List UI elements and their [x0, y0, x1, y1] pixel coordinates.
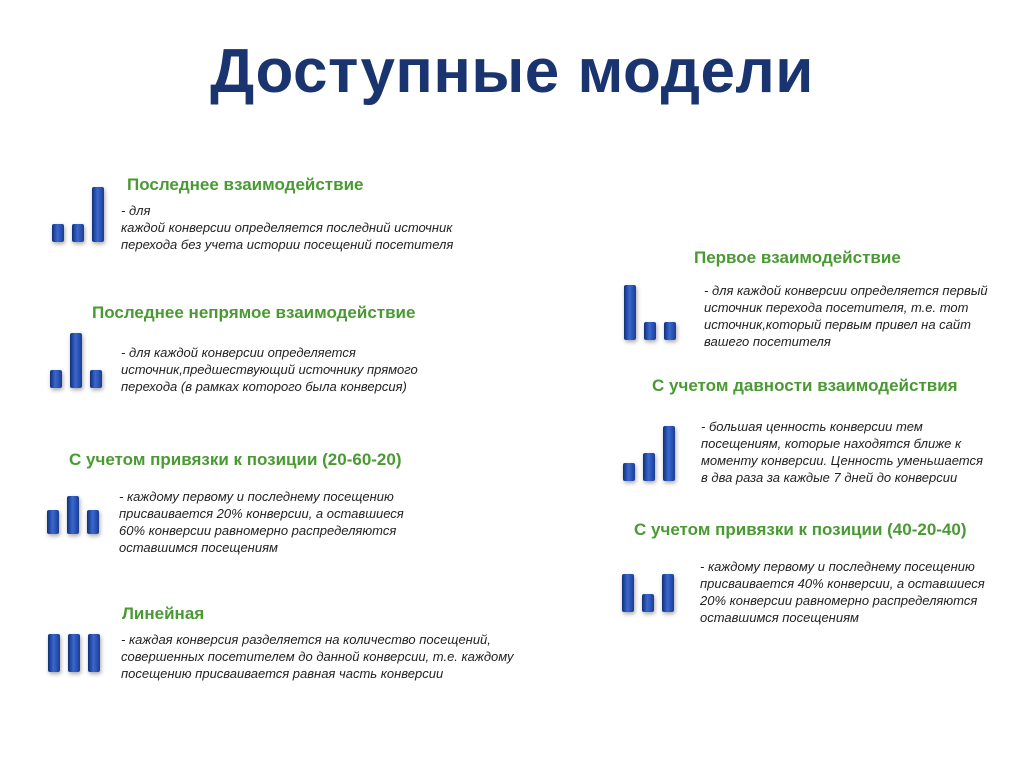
- model-desc-position-40-20-40: - каждому первому и последнему посещению присваивается 40% конверсии, а оставшиеся 20% конверсии равномерно распределяются оставшимся посещениям: [700, 559, 985, 625]
- model-desc-time-decay: - большая ценность конверсии тем посещениям, которые находятся ближе к моменту конверсии. Ценность уменьшается в два раза за каждые 7 дней до конверсии: [701, 419, 983, 485]
- bar-chart-time-decay-icon: [621, 424, 679, 481]
- bar-chart-last-interaction-icon: [50, 186, 106, 242]
- model-heading-position-40-20-40: С учетом привязки к позиции (40-20-40): [634, 520, 967, 539]
- model-heading-linear: Линейная: [122, 604, 205, 623]
- bar-chart-last-indirect-icon: [48, 332, 104, 388]
- model-heading-last-interaction: Последнее взаимодействие: [127, 175, 364, 194]
- bar-chart-position-20-60-20-icon: [45, 494, 101, 534]
- model-desc-last-interaction: - для каждой конверсии определяется последний источник перехода без учета истории посещений посетителя: [121, 203, 454, 252]
- model-desc-position-20-60-20: - каждому первому и последнему посещению присваивается 20% конверсии, а оставшиеся 60% конверсии равномерно распределяются оставшимся посещениям: [119, 489, 404, 555]
- page-title: Доступные модели: [210, 37, 814, 106]
- model-heading-first-interaction: Первое взаимодействие: [694, 248, 901, 267]
- model-heading-position-20-60-20: С учетом привязки к позиции (20-60-20): [69, 450, 402, 469]
- model-desc-last-indirect: - для каждой конверсии определяется источник,предшествующий источнику прямого перехода (в рамках которого была конверсия): [121, 345, 418, 394]
- bar-chart-linear-icon: [46, 632, 104, 672]
- model-desc-linear: - каждая конверсия разделяется на количество посещений, совершенных посетителем до данной конверсии, т.е. каждому посещению присваивается равная часть конверсии: [121, 632, 514, 681]
- bar-chart-position-40-20-40-icon: [620, 572, 678, 612]
- model-heading-last-indirect: Последнее непрямое взаимодействие: [92, 303, 416, 322]
- bar-chart-first-interaction-icon: [622, 284, 680, 340]
- model-desc-first-interaction: - для каждой конверсии определяется первый источник перехода посетителя, т.е. тот источник,который первым привел на сайт вашего посетителя: [704, 283, 988, 349]
- model-heading-time-decay: С учетом давности взаимодействия: [652, 376, 958, 395]
